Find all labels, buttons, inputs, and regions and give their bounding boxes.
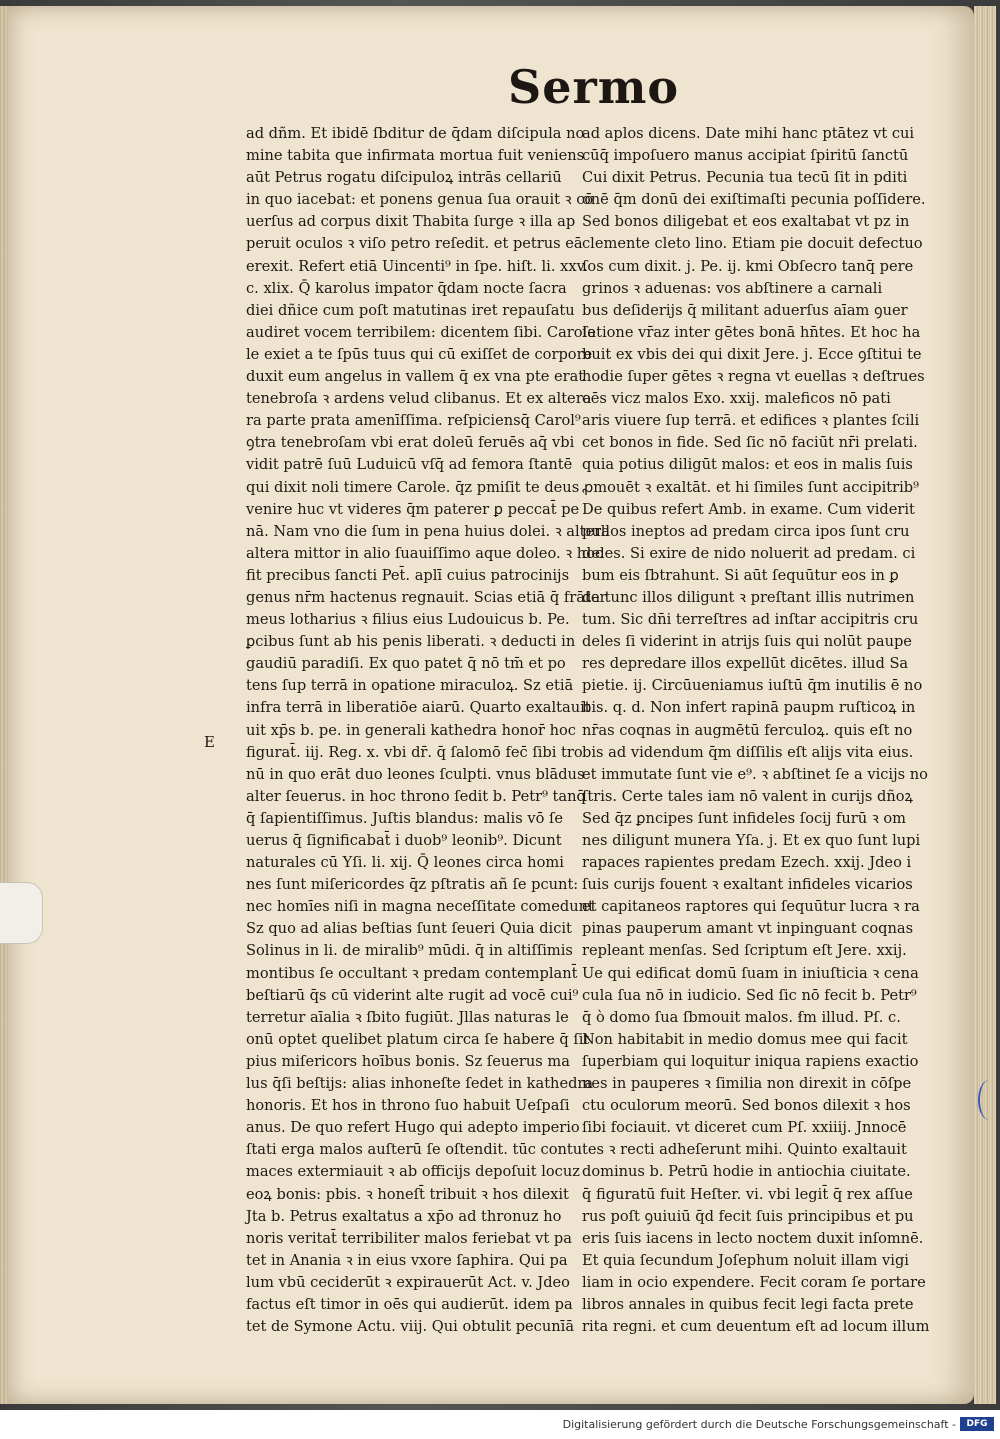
text-line: meus lotharius ꝛ filius eius Ludouicus b. Pe. xyxy=(246,611,570,629)
text-line: ſatione vr̄az inter gētes bonā hn̄tes. Et hoc ha xyxy=(582,323,921,341)
text-line: audiret vocem terribilem: dicentem ſibi. Carole xyxy=(246,323,596,341)
text-line: ꝑcibus ſunt ab his penis liberati. ꝛ deducti in xyxy=(246,633,576,651)
text-line: beſtiarū q̄s cū viderint alte rugit ad vocē cui⁹ xyxy=(246,986,579,1004)
text-line: clemente cleto lino. Etiam pie docuit defectuo xyxy=(582,235,923,253)
text-line: repleant menſas. Sed ſcriptum eſt Jere. xxij. xyxy=(582,942,907,960)
text-line: De quibus refert Amb. in exame. Cum viderit xyxy=(582,500,915,518)
text-line: pietie. ij. Circūueniamus iuſtū q̄m inutilis ē no xyxy=(582,677,923,695)
text-line: diei dñice cum poſt matutinas iret repauſatu xyxy=(246,301,575,319)
text-line: le exiet a te ſpūs tuus qui cū exiſſet de corpore xyxy=(246,345,593,363)
right-text-column xyxy=(582,123,930,1338)
text-line: in quo iacebat: et ponens genua ſua orauit ꝛ cō xyxy=(246,191,594,209)
text-line: nū in quo erāt duo leones ſculpti. vnus blādus xyxy=(246,765,585,783)
text-line: q̄ ò domo ſua ſbmouit malos. ẜm illud. Pſ. c. xyxy=(582,1008,901,1026)
text-line: genus nr̄m hactenus regnauit. Scias etiā q̄ frāter xyxy=(246,588,607,606)
text-line: dominus b. Petrū hodie in antiochia ciuitate. xyxy=(582,1163,911,1181)
text-line: vidit patrē ſuū Luduicū vſq̄ ad femora ſtantē xyxy=(246,456,573,474)
text-line: lum vbū ceciderūt ꝛ expirauerūt Act. v. Jdeo xyxy=(246,1273,570,1291)
marginal-letter: E xyxy=(204,733,215,751)
text-line: ra parte prata amenīſſima. reſpiciensq̄ Carol⁹ xyxy=(246,412,581,430)
text-line: uit xp̄s b. pe. in generali kathedra honor̄ hoc xyxy=(246,721,576,739)
text-line: ſibi fociauit. vt diceret cum Pſ. xxiiij. Jnnocē xyxy=(582,1119,907,1137)
text-line: maces extermiauit ꝛ ab officijs depoſuit locuz xyxy=(246,1163,580,1181)
text-line: tens ſup terrā in opatione miraculoꝝ. Sz etiā xyxy=(246,677,574,695)
text-line: bum eis ſbtrahunt. Si aūt ſequūtur eos in ꝑ xyxy=(582,566,899,584)
text-line: Non habitabit in medio domus mee qui facit xyxy=(582,1030,908,1048)
text-line: tet in Anania ꝛ in eius vxore ſaphira. Qui pa xyxy=(246,1251,568,1269)
text-line: deles ſi viderint in atrijs ſuis qui nolūt paupe xyxy=(582,633,912,651)
text-line: duxit eum angelus in vallem q̄ ex vna pte erat xyxy=(246,368,585,386)
text-line: deles. Si exire de nido noluerit ad predam. ci xyxy=(582,544,916,562)
text-line: Et quia ſecundum Joſephum noluit illam vigi xyxy=(582,1251,909,1269)
text-line: rus poſt ꝯuiuiū q̄d fecit ſuis principibus et pu xyxy=(582,1207,914,1225)
edge-marks xyxy=(978,560,996,980)
text-line: qui dixit noli timere Carole. q̄z pmiſit te deus xyxy=(246,478,580,496)
text-line: mine tabita que infirmata mortua fuit veniens xyxy=(246,147,585,165)
text-line: q̄ ſapientiſſimus. Juſtis blandus: malis vō ſe xyxy=(246,809,564,827)
funding-note: Digitalisierung gefördert durch die Deutsche Forschungsgemeinschaft - xyxy=(562,1418,956,1431)
blue-pen-mark xyxy=(978,1080,1000,1120)
text-line: nec homīes niſi in magna neceſſitate comedunt xyxy=(246,898,594,916)
text-line: pinas pauperum amant vt inpinguant coqnas xyxy=(582,920,914,938)
dfg-logo: DFG xyxy=(960,1417,994,1431)
text-line: Cui dixit Petrus. Pecunia tua tecū ſit in pditi xyxy=(582,169,908,187)
text-line: fit precibus ſancti Pet̄. aplī cuius patrocinijs xyxy=(246,566,570,584)
text-line: hodie ſuper gētes ꝛ regna vt euellas ꝛ deſtrues xyxy=(582,368,925,386)
text-line: ad aplos dicens. Date mihi hanc ptātez vt cui xyxy=(582,125,915,142)
text-line: lus q̄ſi beſtijs: alias inhoneſte ſedet in kathedra xyxy=(246,1075,594,1093)
text-line: gaudiū paradiſi. Ex quo patet q̄ nō tm̄ et po xyxy=(246,655,566,673)
text-line: buit ex vbis dei qui dixit Jere. j. Ecce ꝯſtitui te xyxy=(582,345,922,363)
text-line: tet de Symone Actu. viij. Qui obtulit pecunīā xyxy=(246,1318,575,1336)
text-line: ſtris. Certe tales iam nō valent in curijs dñoꝝ xyxy=(582,787,913,805)
text-line: bis. q. d. Non infert rapinā paupm ruſticoꝝ in xyxy=(582,699,916,717)
text-line: alter ſeuerus. in hoc throno ſedit b. Petr⁹ tanq̄ xyxy=(246,787,586,805)
text-line: peruit oculos ꝛ viſo petro reſedit. et petrus eā xyxy=(246,235,583,253)
text-line: venire huc vt videres q̄m paterer ꝑ peccat̄ pe xyxy=(246,500,580,518)
text-line: anus. De quo refert Hugo qui adepto imperio xyxy=(246,1119,580,1137)
text-line: honoris. Et hos in throno ſuo habuit Ueſpaſi xyxy=(246,1097,570,1115)
text-line: eoꝝ bonis: pbis. ꝛ honeſt̄ tribuit ꝛ hos dilexit xyxy=(246,1185,569,1203)
footer-bar xyxy=(0,1410,1000,1439)
text-line: Sed bonos diligebat et eos exaltabat vt pz in xyxy=(582,213,910,231)
text-line: onū optet quelibet platum circa ſe habere q̄ ſit xyxy=(246,1030,590,1048)
text-line: aūt Petrus rogatu diſcipuloꝝ intrās cellariū xyxy=(246,169,562,187)
text-line: nes in pauperes ꝛ ſimilia non direxit in cōſpe xyxy=(582,1075,912,1093)
text-line: tes ꝛ recti adheſerunt mihi. Quinto exaltauit xyxy=(582,1141,907,1159)
text-line: et capitaneos raptores qui ſequūtur lucra ꝛ ra xyxy=(582,898,920,916)
text-line: noris veritat̄ terribiliter malos feriebat vt pa xyxy=(246,1229,572,1247)
text-line: factus eſt timor in oēs qui audierūt. idem pa xyxy=(246,1295,573,1313)
text-line: quia potius diligūt malos: et eos in malis ſuis xyxy=(582,456,913,474)
text-line: ꝓmouēt ꝛ exaltāt. et hi ſimiles ſunt accipitrib⁹ xyxy=(582,478,919,496)
text-line: cūq̄ impoſuero manus accipiat ſpiritū ſanctū xyxy=(582,147,909,165)
text-line: naturales cū Yſi. li. xij. Q̄ leones circa homi xyxy=(246,854,564,872)
text-line: ad dñm. Et ibidē ſbditur de q̄dam diſcipula no xyxy=(246,125,585,142)
text-line: nes ſunt miſericordes q̄z pſtratis añ ſe pcunt: xyxy=(246,876,579,894)
text-line: ſuis curijs fouent ꝛ exaltant infideles vicarios xyxy=(582,876,913,894)
text-line: onē q̄m donū dei exiſtimaſti pecunia poſſidere. xyxy=(582,191,926,209)
text-line: Solinus in li. de miralib⁹ mūdi. q̄ in altiſſimis xyxy=(246,942,573,960)
text-line: ſtati erga malos auſterū ſe oſtendit. tūc contu xyxy=(246,1141,583,1159)
text-line: bus deſiderijs q̄ militant aduerſus aīam ꝯuer xyxy=(582,301,908,319)
text-line: res depredare illos expellūt dicētes. illud Sa xyxy=(582,655,909,673)
page-tab-marker xyxy=(0,882,43,944)
text-line: rita regni. et cum deuentum eſt ad locum illum xyxy=(582,1318,930,1336)
text-line: Sed q̄z ꝑncipes ſunt infideles ſocij furū ꝛ om xyxy=(582,809,906,827)
text-line: eris ſuis iacens in lecto noctem duxit inſomnē. xyxy=(582,1229,924,1247)
text-line: pullos ineptos ad predam circa ipos ſunt cru xyxy=(582,522,910,540)
text-line: cula ſua nō in iudicio. Sed ſic nō fecit b. Petr⁹ xyxy=(582,986,917,1004)
text-line: cet bonos in fide. Sed ſic nō faciūt nr̄i prelati. xyxy=(582,434,918,452)
text-line: tenebroſa ꝛ ardens velud clibanus. Et ex altera xyxy=(246,390,592,408)
text-line: nā. Nam vno die ſum in pena huius dolei. ꝛ altera xyxy=(246,522,610,540)
text-line: uerus q̄ ſignificabat̄ i duob⁹ leonib⁹. Dicunt xyxy=(246,832,562,849)
text-line: ctu oculorum meorū. Sed bonos dilexit ꝛ hos xyxy=(582,1097,911,1115)
text-line: pius miſericors hoībus bonis. Sz ſeuerus ma xyxy=(246,1052,570,1070)
text-line: aris viuere ſup terrā. et edifices ꝛ plantes ſcili xyxy=(582,412,920,430)
text-line: Jta b. Petrus exaltatus a xp̄o ad thronuz ho xyxy=(246,1207,562,1225)
text-line: montibus ſe occultant ꝛ predam contemplant̄ xyxy=(246,964,578,982)
text-line: da tunc illos diligunt ꝛ preſtant illis nutrimen xyxy=(582,588,915,606)
text-line: grinos ꝛ aduenas: vos abſtinere a carnali xyxy=(582,279,883,297)
text-line: oēs vicz malos Exo. xxij. maleficos nō pati xyxy=(582,390,891,408)
text-line: terretur aīalia ꝛ ſbito fugiūt. Jllas naturas le xyxy=(246,1008,569,1026)
text-line: ſuperbiam qui loquitur iniqua rapiens exactio xyxy=(582,1052,919,1070)
text-line: uerſus ad corpus dixit Thabita ſurge ꝛ illa ap xyxy=(246,213,576,231)
text-line: rapaces rapientes predam Ezech. xxij. Jdeo i xyxy=(582,854,912,872)
text-line: c. xlix. Q̄ karolus impator q̄dam nocte ſacra xyxy=(246,279,567,297)
left-text-column xyxy=(246,123,610,1338)
text-line: et immutate ſunt vie e⁹. ꝛ abſtinet ſe a vicijs no xyxy=(582,765,928,783)
text-line: Ue qui edificat domū ſuam in iniuſticia ꝛ cena xyxy=(582,964,919,982)
text-line: figurat̄. iij. Reg. x. vbi dr̄. q̄ ſalomō fec̄ ſibi tro xyxy=(246,743,583,761)
text-line: tum. Sic dn̄i terreſtres ad inſtar accipitris cru xyxy=(582,611,919,629)
text-line: nes diligunt munera Yſa. j. Et ex quo ſunt lupi xyxy=(582,832,921,849)
text-line: ſos cum dixit. j. Pe. ij. kmi Obſecro tanq̄ pere xyxy=(582,257,914,275)
text-line: Sz quo ad alias beſtias ſunt ſeueri Quia dicit xyxy=(246,920,572,938)
text-line: liam in ocio expendere. Fecit coram ſe portare xyxy=(582,1273,926,1291)
text-line: altera mittor in alio ſuauiſſimo aque doleo. ꝛ hoc xyxy=(246,544,604,562)
text-line: nr̄as coqnas in augmētū ferculoꝝ. quis eſt no xyxy=(582,721,913,739)
text-line: ꝯtra tenebroſam vbi erat doleū feruēs aq̄ vbi xyxy=(246,434,575,452)
text-line: erexit. Refert etiā Uincenti⁹ in ſpe. hiſt. li. xxv. xyxy=(246,257,588,275)
text-line: libros annales in quibus fecit legi facta prete xyxy=(582,1295,914,1313)
text-line: bis ad videndum q̄m diſſilis eſt alijs vita eius. xyxy=(582,743,914,761)
text-line: infra terrā in liberatiōe aiarū. Quarto exaltauit xyxy=(246,699,591,717)
running-title: Sermo xyxy=(508,60,680,114)
text-line: q̄ figuratū fuit Heſter. vi. vbi legit̄ q̄ rex aſſue xyxy=(582,1185,913,1203)
